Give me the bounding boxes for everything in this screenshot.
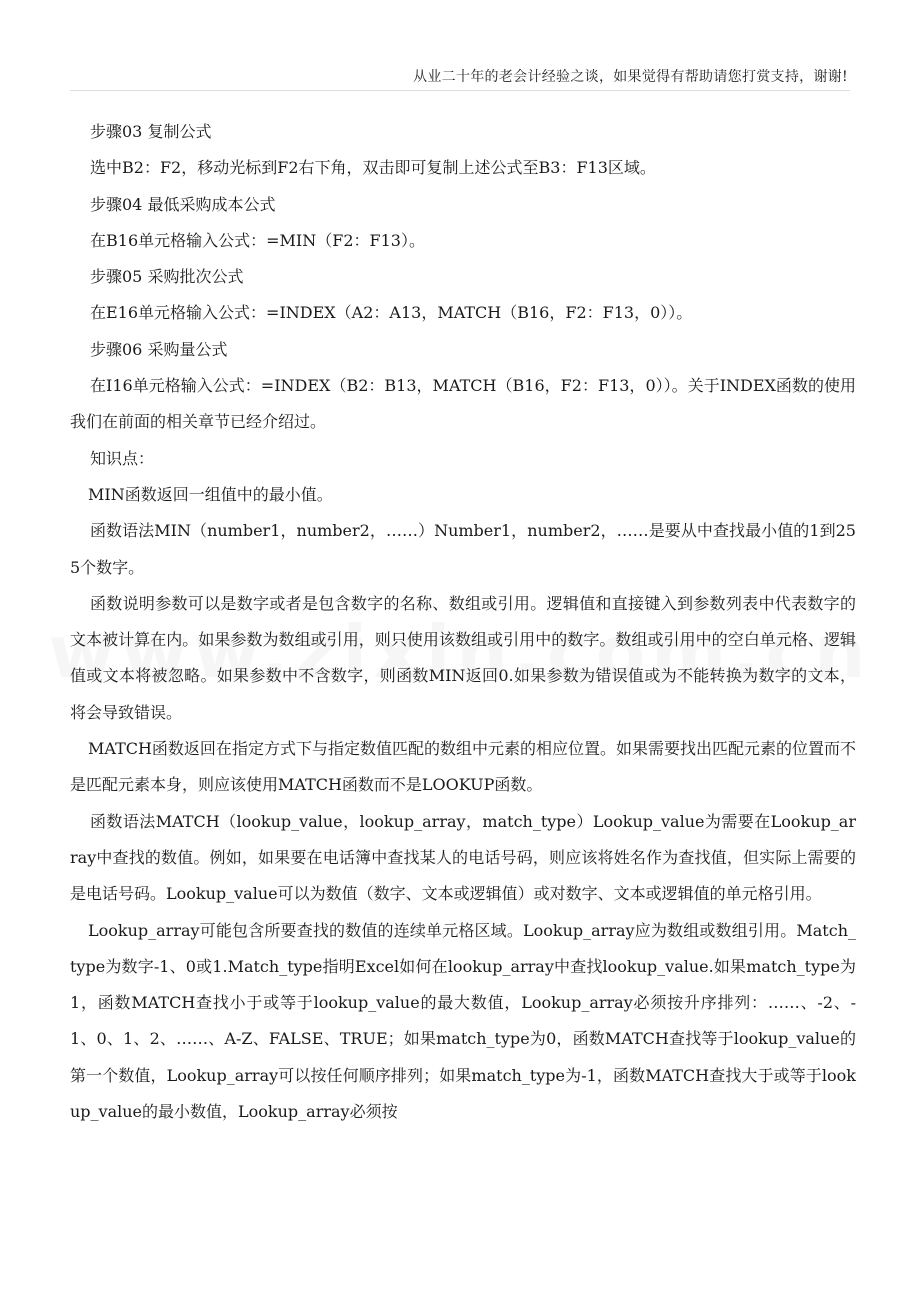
step-04-text: 在B16单元格输入公式：=MIN（F2：F13）。: [90, 230, 425, 250]
knowledge-heading: 知识点：: [90, 448, 155, 468]
min-syntax: 函数语法MIN（number1，number2，……）Number1，number2，……是要从中查找最小值的1到255个数字。: [70, 521, 856, 577]
step-03-heading: 步骤03 复制公式: [90, 122, 212, 141]
document-body: [70, 114, 856, 1130]
step-03-text: 选中B2：F2，移动光标到F2右下角，双击即可复制上述公式至B3：F13区域。: [90, 158, 656, 178]
step-05-heading: 步骤05 采购批次公式: [90, 267, 244, 287]
min-intro: MIN函数返回一组值中的最小值。: [88, 484, 333, 504]
match-intro: MATCH函数返回在指定方式下与指定数值匹配的数组中元素的相应位置。如果需要找出匹配元素的位置而不是匹配元素本身，则应该使用MATCH函数而不是LOOKUP函数。: [70, 739, 856, 795]
match-syntax: 函数语法MATCH（lookup_value，lookup_array，match_type）Lookup_value为需要在Lookup_array中查找的数值。例如，如果要在电话簿中查找某人的电话号码，则应该将姓名作为查找值，但实际上需要的是电话号码。Lookup_value可以为数值（数字、文本或逻辑值）或对数字、文本或逻辑值的单元格引用。: [70, 811, 856, 904]
step-05-text: 在E16单元格输入公式：=INDEX（A2：A13，MATCH（B16，F2：F13，0））。: [90, 303, 693, 323]
min-description: 函数说明参数可以是数字或者是包含数字的名称、数组或引用。逻辑值和直接键入到参数列表中代表数字的文本被计算在内。如果参数为数组或引用，则只使用该数组或引用中的数字。数组或引用中的空白单元格、逻辑值或文本将被忽略。如果参数中不含数字，则函数MIN返回0.如果参数为错误值或为不能转换为数字的文本，将会导致错误。: [70, 593, 856, 722]
header-divider: [70, 90, 850, 91]
lookup-array-description: Lookup_array可能包含所要查找的数值的连续单元格区域。Lookup_array应为数组或数组引用。Match_type为数字-1、0或1.Match_type指明Excel如何在lookup_array中查找lookup_value.如果match_type为1，函数MATCH查找小于或等于lookup_value的最大数值，Lookup_array必须按升序排列：……、-2、-1、0、1、2、……、A-Z、FALSE、TRUE；如果match_type为0，函数MATCH查找等于lookup_value的第一个数值，Lookup_array可以按任何顺序排列；如果match_type为-1，函数MATCH查找大于或等于lookup_value的最小数值，Lookup_array必须按: [70, 920, 856, 1122]
step-06-text: 在I16单元格输入公式：=INDEX（B2：B13，MATCH（B16，F2：F13，0））。关于INDEX函数的使用我们在前面的相关章节已经介绍过。: [70, 376, 856, 432]
step-06-heading: 步骤06 采购量公式: [90, 339, 228, 359]
step-04-heading: 步骤04 最低采购成本公式: [90, 194, 276, 214]
header-note: 从业二十年的老会计经验之谈，如果觉得有帮助请您打赏支持，谢谢!: [413, 69, 848, 85]
